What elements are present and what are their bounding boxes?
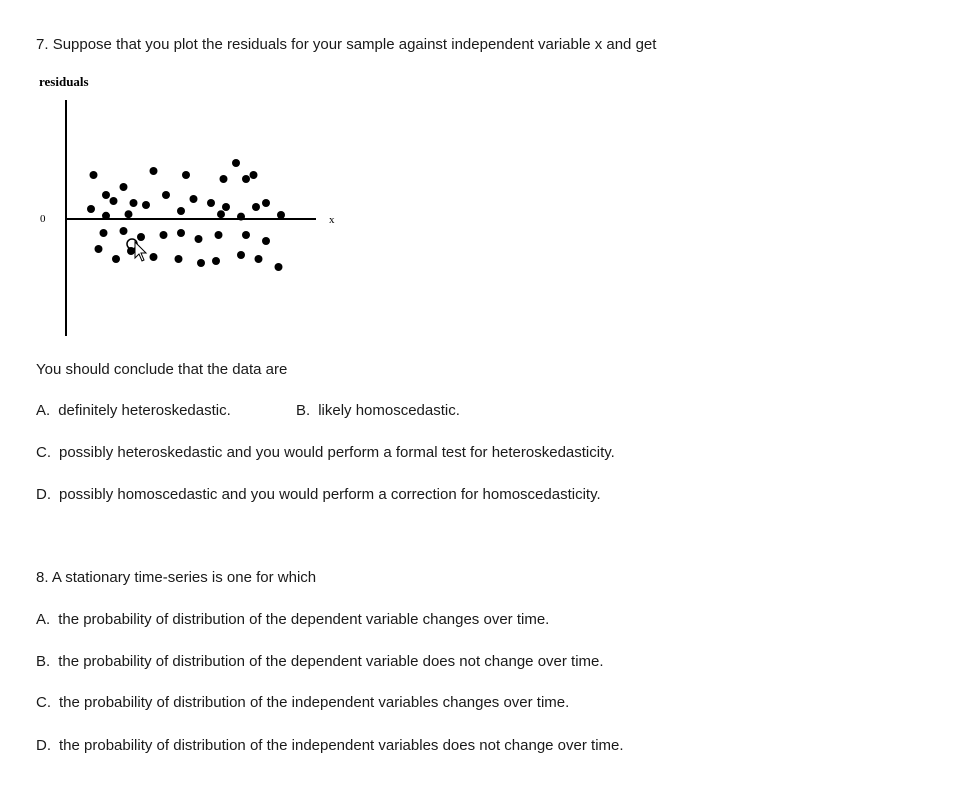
residual-point <box>177 229 185 237</box>
residual-point <box>207 199 215 207</box>
residual-point <box>177 207 185 215</box>
question-7-stem <box>36 36 656 53</box>
residual-point <box>150 167 158 175</box>
q8-option-a[interactable] <box>36 611 549 628</box>
q7-option-c[interactable] <box>36 444 615 461</box>
residual-point <box>102 191 110 199</box>
residual-point <box>150 253 158 261</box>
q7-option-b-letter: B. <box>296 402 311 419</box>
residual-point <box>232 159 240 167</box>
residual-point <box>182 171 190 179</box>
residual-point <box>242 231 250 239</box>
residual-point <box>162 191 170 199</box>
residual-point <box>190 195 198 203</box>
residual-point <box>120 227 128 235</box>
q8-option-d[interactable] <box>36 737 624 754</box>
q7-option-a[interactable] <box>36 402 231 419</box>
q8-option-b-letter: B. <box>36 653 51 670</box>
residual-point <box>277 211 285 219</box>
y-zero-tick: 0 <box>40 213 46 225</box>
residual-point <box>112 255 120 263</box>
q8-option-d-letter: D. <box>36 737 51 754</box>
scatter-points <box>87 159 285 271</box>
residual-point <box>237 251 245 259</box>
residual-point <box>102 212 110 220</box>
residual-point <box>275 263 283 271</box>
q7-option-b-text: likely homoscedastic. <box>318 402 460 419</box>
residual-point <box>137 233 145 241</box>
residual-point <box>242 175 250 183</box>
residual-point <box>217 210 225 218</box>
residual-point <box>212 257 220 265</box>
residual-point <box>262 237 270 245</box>
residual-point <box>252 203 260 211</box>
question-8-text: A stationary time-series is one for which <box>51 569 317 586</box>
q7-option-d-letter: D. <box>36 486 51 503</box>
q8-option-c-text: the probability of distribution of the independent variables changes over time. <box>59 694 570 711</box>
q7-option-c-letter: C. <box>36 444 51 461</box>
x-axis-label: x <box>329 214 335 226</box>
q7-option-d[interactable] <box>36 486 601 503</box>
question-8-number: 8. <box>36 569 49 586</box>
residual-point <box>120 183 128 191</box>
q8-option-b-text: the probability of distribution of the dependent variable does not change over time. <box>58 653 604 670</box>
y-axis-label: residuals <box>39 74 89 89</box>
q7-option-a-letter: A. <box>36 402 51 419</box>
q8-option-c[interactable] <box>36 694 569 711</box>
residual-point <box>250 171 258 179</box>
residual-point <box>160 231 168 239</box>
residual-point <box>197 259 205 267</box>
residual-point <box>90 171 98 179</box>
residual-point <box>110 197 118 205</box>
question-8-stem <box>36 569 316 586</box>
residual-point <box>220 175 228 183</box>
q8-option-a-text: the probability of distribution of the dependent variable changes over time. <box>58 611 550 628</box>
q8-option-c-letter: C. <box>36 694 51 711</box>
question-7-text: Suppose that you plot the residuals for your sample against independent variable x and get <box>52 36 657 53</box>
q7-option-c-text: possibly heteroskedastic and you would perform a formal test for heteroskedasticity. <box>59 444 615 461</box>
residual-point <box>100 229 108 237</box>
question-7-number: 7. <box>36 36 49 53</box>
q7-option-d-text: possibly homoscedastic and you would perform a correction for homoscedasticity. <box>59 486 601 503</box>
residual-point <box>237 213 245 221</box>
q8-option-a-letter: A. <box>36 611 51 628</box>
residual-point <box>262 199 270 207</box>
residual-point <box>215 231 223 239</box>
q8-option-d-text: the probability of distribution of the independent variables does not change over time. <box>59 737 624 754</box>
residual-point <box>255 255 263 263</box>
residual-point <box>125 210 133 218</box>
residual-point <box>175 255 183 263</box>
residual-point <box>222 203 230 211</box>
residual-point <box>87 205 95 213</box>
q7-option-a-text: definitely heteroskedastic. <box>58 402 231 419</box>
residual-plot <box>30 70 350 340</box>
residual-point <box>95 245 103 253</box>
residual-point <box>195 235 203 243</box>
q7-option-b[interactable] <box>296 402 460 419</box>
residual-point <box>142 201 150 209</box>
residual-point <box>130 199 138 207</box>
q8-option-b[interactable] <box>36 653 604 670</box>
question-7-prompt: You should conclude that the data are <box>36 361 288 378</box>
